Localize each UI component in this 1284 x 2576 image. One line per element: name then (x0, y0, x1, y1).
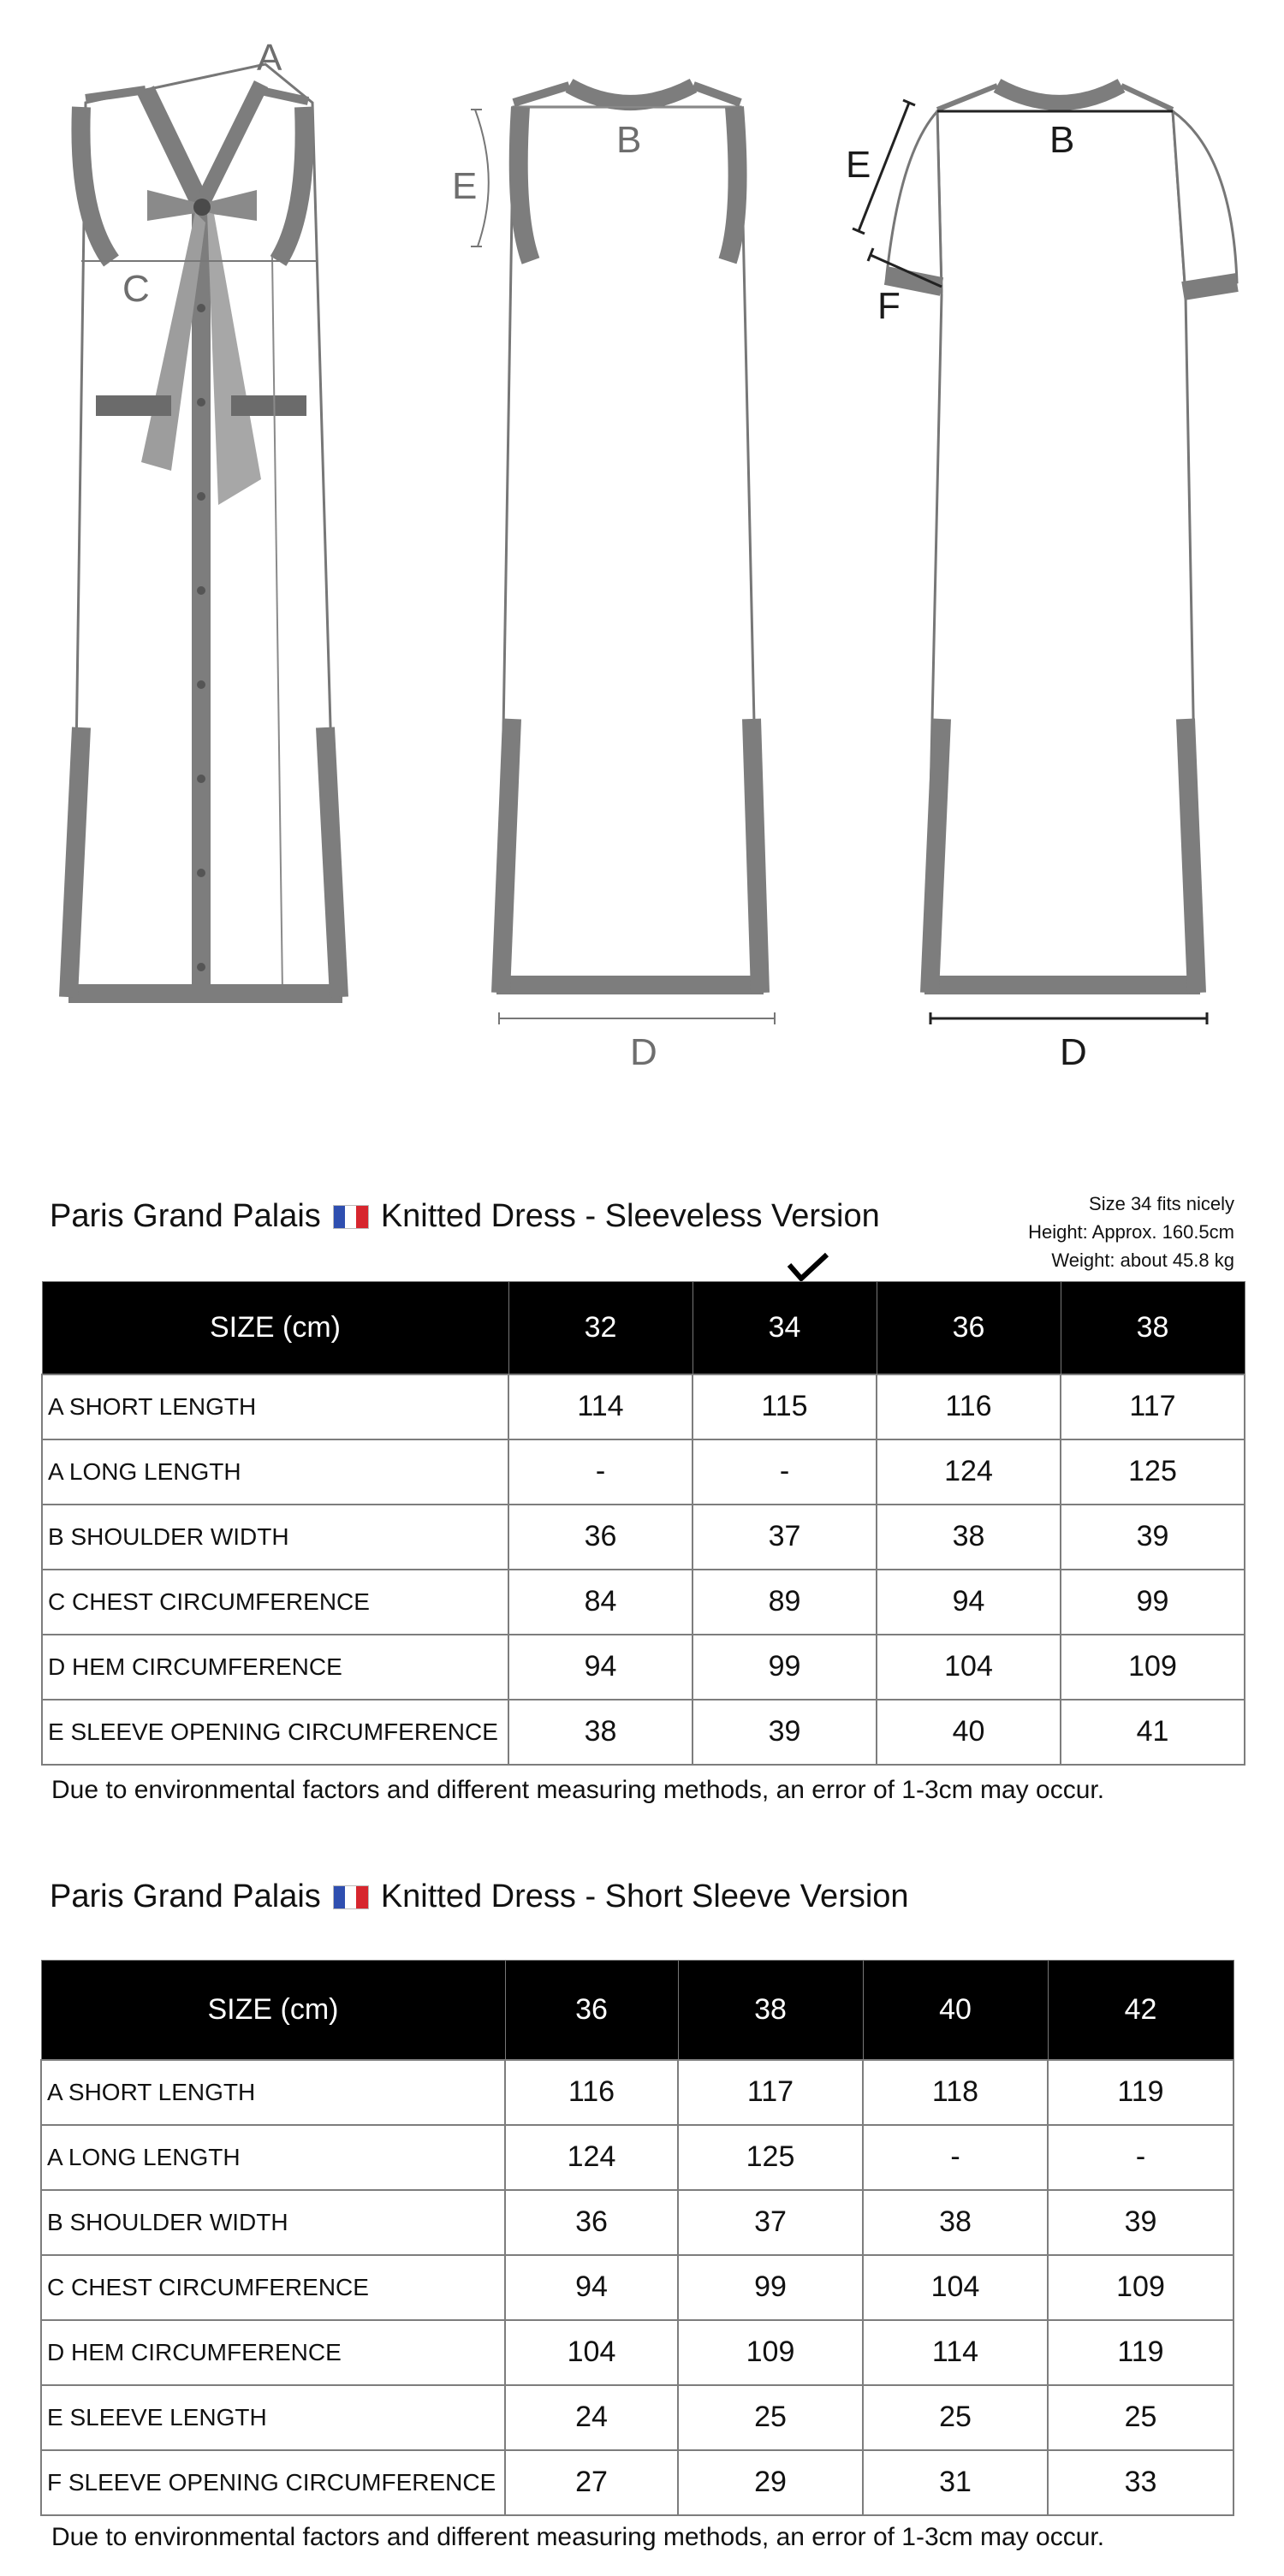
table-row (42, 1505, 1245, 1570)
table-cell: 39 (693, 1700, 877, 1765)
table-cell: 38 (863, 2190, 1048, 2255)
table-cell: 41 (1061, 1700, 1245, 1765)
table-cell: 94 (505, 2255, 678, 2320)
short-sleeve-title (50, 1879, 909, 1915)
table-cell: 94 (877, 1570, 1061, 1635)
table-cell: 89 (693, 1570, 877, 1635)
label-c: C (122, 268, 150, 310)
size-column-header: 42 (1048, 1961, 1233, 2060)
table-cell: 109 (1048, 2255, 1233, 2320)
table-cell: 25 (1048, 2385, 1233, 2450)
size-column-header: 38 (1061, 1282, 1245, 1374)
table-cell: - (693, 1439, 877, 1505)
table-cell: 33 (1048, 2450, 1233, 2515)
sleeveless-title-product: Knitted Dress - Sleeveless Version (380, 1198, 880, 1234)
size-column-header: 34 (693, 1282, 877, 1374)
garment-diagram (0, 0, 1284, 1113)
table-cell: 40 (877, 1700, 1061, 1765)
table-cell: 29 (678, 2450, 863, 2515)
table-cell: 31 (863, 2450, 1048, 2515)
short-sleeve-size-table (40, 1960, 1234, 2516)
table-row (42, 1374, 1245, 1439)
table-cell: 116 (877, 1374, 1061, 1439)
table-cell: 24 (505, 2385, 678, 2450)
table-cell: 99 (678, 2255, 863, 2320)
sleeveless-title-brand: Paris Grand Palais (50, 1198, 321, 1234)
row-label: A SHORT LENGTH (42, 1374, 508, 1439)
table-cell: 104 (505, 2320, 678, 2385)
size-column-header: 36 (505, 1961, 678, 2060)
label-d-front: D (1060, 1031, 1087, 1073)
table-row (41, 2125, 1233, 2190)
size-column-header: 40 (863, 1961, 1048, 2060)
table-cell: - (863, 2125, 1048, 2190)
label-e-back: E (452, 165, 478, 207)
short-sleeve-title-product: Knitted Dress - Short Sleeve Version (380, 1879, 909, 1914)
dress-short-sleeve (846, 86, 1237, 1073)
table-row (41, 2255, 1233, 2320)
table-row (41, 2190, 1233, 2255)
checkmark-icon (786, 1251, 830, 1285)
table-cell: 124 (877, 1439, 1061, 1505)
france-flag-icon (333, 1205, 369, 1229)
table-cell: 25 (678, 2385, 863, 2450)
table-row (42, 1635, 1245, 1700)
table-cell: 125 (1061, 1439, 1245, 1505)
table-cell: 99 (1061, 1570, 1245, 1635)
table-cell: 115 (693, 1374, 877, 1439)
sleeveless-size-table (41, 1281, 1245, 1766)
short-sleeve-measurement-note: Due to environmental factors and different measuring methods, an error of 1-3cm may occur. (51, 2523, 1105, 2551)
table-cell: 38 (508, 1700, 693, 1765)
table-cell: 119 (1048, 2060, 1233, 2125)
row-label: F SLEEVE OPENING CIRCUMFERENCE (41, 2450, 505, 2515)
table-cell: 38 (877, 1505, 1061, 1570)
table-cell: 117 (678, 2060, 863, 2125)
row-label: D HEM CIRCUMFERENCE (41, 2320, 505, 2385)
table-cell: 39 (1061, 1505, 1245, 1570)
size-header-label: SIZE (cm) (41, 1961, 505, 2060)
table-row (41, 2060, 1233, 2125)
label-b-back: B (616, 119, 642, 161)
dress-back-sleeveless (452, 86, 775, 1073)
label-f: F (877, 285, 901, 327)
table-cell: - (508, 1439, 693, 1505)
table-cell: 118 (863, 2060, 1048, 2125)
table-row (41, 2450, 1233, 2515)
table-row (42, 1700, 1245, 1765)
row-label: C CHEST CIRCUMFERENCE (42, 1570, 508, 1635)
table-cell: 114 (863, 2320, 1048, 2385)
table-row (41, 2320, 1233, 2385)
short-sleeve-title-brand: Paris Grand Palais (50, 1879, 321, 1914)
table-cell: 114 (508, 1374, 693, 1439)
row-label: A SHORT LENGTH (41, 2060, 505, 2125)
model-height: Height: Approx. 160.5cm (1028, 1221, 1234, 1243)
table-cell: - (1048, 2125, 1233, 2190)
sleeveless-measurement-note: Due to environmental factors and different measuring methods, an error of 1-3cm may occur. (51, 1776, 1105, 1804)
row-label: A LONG LENGTH (41, 2125, 505, 2190)
table-cell: 117 (1061, 1374, 1245, 1439)
label-e-front: E (846, 144, 871, 186)
table-row (42, 1439, 1245, 1505)
table-cell: 27 (505, 2450, 678, 2515)
row-label: E SLEEVE OPENING CIRCUMFERENCE (42, 1700, 508, 1765)
table-cell: 104 (877, 1635, 1061, 1700)
row-label: B SHOULDER WIDTH (41, 2190, 505, 2255)
model-fit-note (1028, 1190, 1234, 1274)
france-flag-icon (333, 1885, 369, 1909)
table-cell: 37 (693, 1505, 877, 1570)
row-label: D HEM CIRCUMFERENCE (42, 1635, 508, 1700)
table-cell: 124 (505, 2125, 678, 2190)
table-cell: 36 (505, 2190, 678, 2255)
table-cell: 25 (863, 2385, 1048, 2450)
table-cell: 39 (1048, 2190, 1233, 2255)
table-cell: 119 (1048, 2320, 1233, 2385)
row-label: C CHEST CIRCUMFERENCE (41, 2255, 505, 2320)
table-row (41, 2385, 1233, 2450)
label-a: A (257, 37, 282, 79)
table-cell: 109 (1061, 1635, 1245, 1700)
table-row (42, 1570, 1245, 1635)
table-cell: 37 (678, 2190, 863, 2255)
size-column-header: 38 (678, 1961, 863, 2060)
size-column-header: 36 (877, 1282, 1061, 1374)
size-column-header: 32 (508, 1282, 693, 1374)
table-cell: 36 (508, 1505, 693, 1570)
size-header-label: SIZE (cm) (42, 1282, 508, 1374)
sleeveless-title (50, 1198, 880, 1235)
table-cell: 116 (505, 2060, 678, 2125)
label-d-back: D (630, 1031, 657, 1073)
table-cell: 84 (508, 1570, 693, 1635)
table-cell: 99 (693, 1635, 877, 1700)
table-cell: 104 (863, 2255, 1048, 2320)
dress-front-sleeveless (68, 37, 342, 1003)
row-label: A LONG LENGTH (42, 1439, 508, 1505)
model-fit-size: Size 34 fits nicely (1089, 1193, 1234, 1214)
model-weight: Weight: about 45.8 kg (1051, 1249, 1234, 1271)
label-b-front: B (1049, 119, 1075, 161)
row-label: B SHOULDER WIDTH (42, 1505, 508, 1570)
table-cell: 125 (678, 2125, 863, 2190)
row-label: E SLEEVE LENGTH (41, 2385, 505, 2450)
table-cell: 109 (678, 2320, 863, 2385)
table-cell: 94 (508, 1635, 693, 1700)
